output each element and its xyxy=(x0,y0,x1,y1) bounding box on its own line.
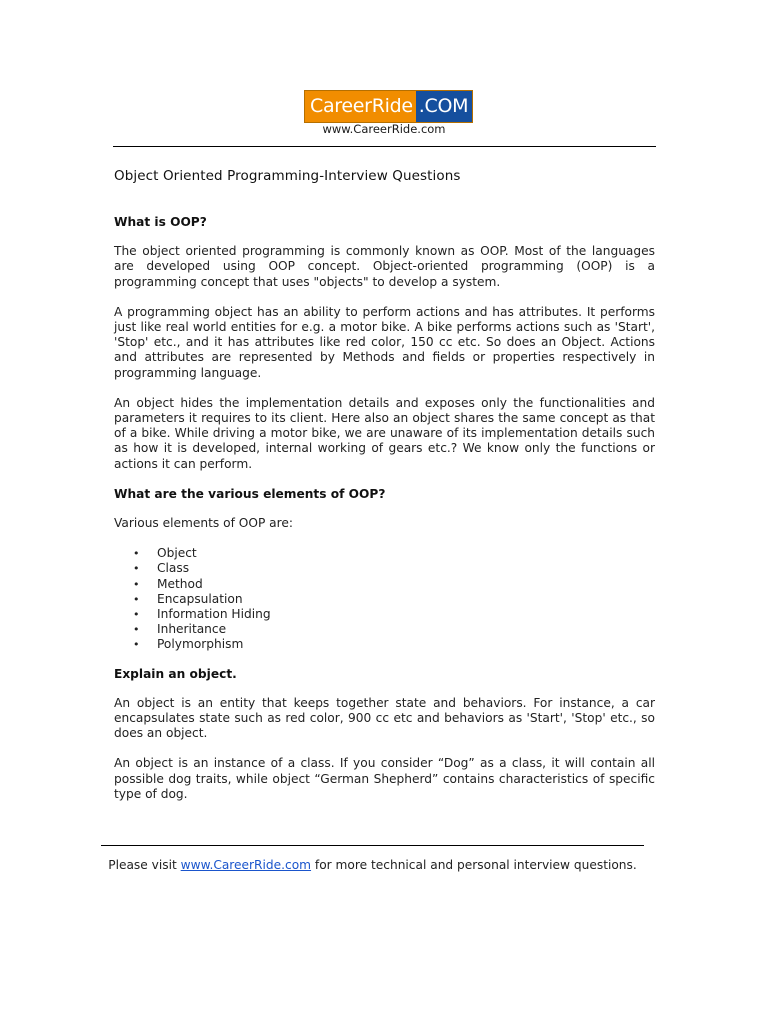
list-item-label: Information Hiding xyxy=(157,607,271,622)
logo-tld-text: .COM xyxy=(416,91,472,122)
page-title: Object Oriented Programming-Interview Questions xyxy=(114,168,461,184)
footer-divider xyxy=(101,845,644,846)
bullet-icon: • xyxy=(133,577,140,591)
section-heading-elements-of-oop: What are the various elements of OOP? xyxy=(114,486,386,501)
paragraph: An object hides the implementation details and exposes only the functionalities and parameters it requires to its client. Here also an object shares the same concept as that of a bike. While driving a motor bike, we are unaware of its implementation details such as how it is developed, internal working of gears etc.? We know only the functions or actions it can perform. xyxy=(114,395,655,471)
list-item-label: Object xyxy=(157,546,197,561)
bullet-icon: • xyxy=(133,638,140,652)
bullet-icon: • xyxy=(133,547,140,561)
document-body xyxy=(114,215,655,817)
list-item xyxy=(133,622,655,637)
paragraph: An object is an entity that keeps together state and behaviors. For instance, a car encapsulates state such as red color, 900 cc etc and behaviors as 'Start', 'Stop' etc., so does an object. xyxy=(114,695,655,741)
paragraph: An object is an instance of a class. If you consider “Dog” as a class, it will contain all possible dog traits, while object “German Shepherd” contains characteristics of specific type of dog. xyxy=(114,756,655,801)
bullet-icon: • xyxy=(133,592,140,606)
bullet-icon: • xyxy=(133,623,140,637)
paragraph: A programming object has an ability to perform actions and has attributes. It performs just like real world entities for e.g. a motor bike. A bike performs actions such as 'Start', 'Stop' etc., and it has attributes like red color, 150 cc etc. So does an Object. Actions and attributes are represented by Methods and fields or properties respectively in programming language. xyxy=(114,304,655,380)
header-divider xyxy=(113,146,656,147)
footer-suffix: for more technical and personal interview questions. xyxy=(311,858,637,872)
footer-site-link[interactable]: www.CareerRide.com xyxy=(180,858,312,872)
logo-brand-text: CareerRide xyxy=(305,91,416,122)
footer-prefix: Please visit xyxy=(108,858,181,872)
site-url: www.CareerRide.com xyxy=(322,122,446,136)
list-item-label: Polymorphism xyxy=(157,637,244,652)
list-item-label: Class xyxy=(157,561,190,576)
oop-elements-list xyxy=(114,546,655,652)
paragraph: The object oriented programming is commonly known as OOP. Most of the languages are developed using OOP concept. Object-oriented programming (OOP) is a programming concept that uses "objects" to develop a system. xyxy=(114,244,655,289)
list-item xyxy=(133,637,655,652)
list-item xyxy=(133,591,655,607)
list-item xyxy=(133,561,655,576)
list-item xyxy=(133,607,655,622)
list-item xyxy=(133,576,655,592)
bullet-icon: • xyxy=(133,562,140,576)
section-heading-what-is-oop: What is OOP? xyxy=(114,215,207,229)
list-item-label: Method xyxy=(157,576,203,591)
list-item-label: Encapsulation xyxy=(157,591,243,606)
careerride-logo xyxy=(304,90,473,123)
list-item xyxy=(133,546,655,561)
list-item-label: Inheritance xyxy=(157,622,227,637)
section-heading-explain-object: Explain an object. xyxy=(114,666,237,681)
paragraph: Various elements of OOP are: xyxy=(114,516,293,531)
bullet-icon: • xyxy=(133,608,140,622)
footer-note xyxy=(101,857,644,873)
